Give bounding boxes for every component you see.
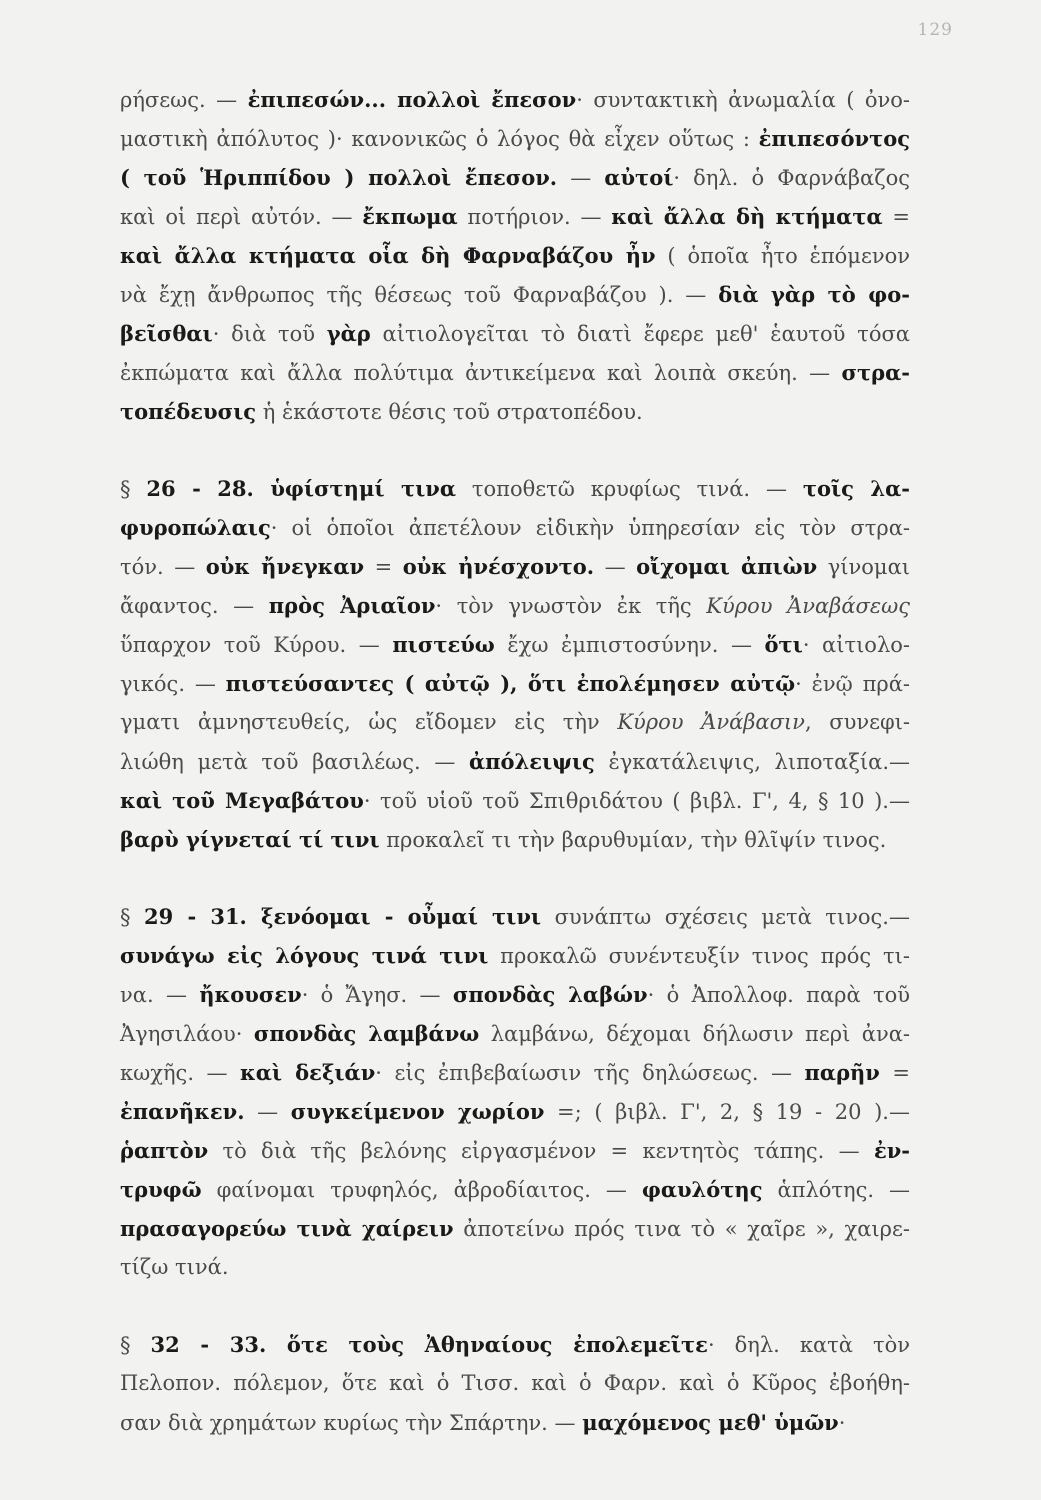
lemma-text: πιστεύσαντες ( αὐτῷ ), ὅτι ἐπολέμησεν αὐτῷ: [225, 671, 796, 696]
paragraph: [120, 80, 910, 431]
gloss-text: · ἐνῷ πρά-: [795, 672, 910, 696]
lemma-text: φυροπώλαις: [120, 515, 271, 540]
gloss-text: γικός. —: [120, 672, 226, 696]
lemma-text: ( τοῦ Ἡριππίδου ) πολλοὶ ἔπεσον.: [120, 165, 558, 190]
italic-title: Κύρου Ἀναβάσεως: [706, 594, 910, 618]
gloss-text: νὰ ἔχῃ ἄνθρωπος τῆς θέσεως τοῦ Φαρναβάζου ). —: [120, 283, 719, 307]
gloss-text: §: [120, 905, 145, 929]
gloss-text: · διὰ τοῦ: [212, 322, 327, 346]
lemma-text: 29 - 31. ξενόομαι - οὖμαί τινι: [144, 904, 542, 929]
lemma-text: σπονδὰς λαμβάνω: [253, 1021, 480, 1046]
text-line: [120, 547, 910, 586]
text-line: [120, 353, 910, 392]
lemma-text: αὐτοί: [604, 165, 674, 190]
text-line: [120, 275, 910, 314]
text-line: [120, 936, 910, 975]
lemma-text: ἐπιπεσόντος: [758, 126, 910, 151]
gloss-text: αἰτιολογεῖται τὸ διατὶ ἔφερε μεθ' ἑαυτοῦ τόσα: [370, 322, 910, 346]
gloss-text: τίζω τινά.: [120, 1255, 229, 1279]
text-line: [120, 236, 910, 275]
lemma-text: ὅτι: [764, 632, 803, 657]
gloss-text: · αἰτιολο-: [802, 633, 911, 657]
gloss-text: · δηλ. κατὰ τὸν: [707, 1333, 910, 1357]
gloss-text: λαμβάνω, δέχομαι δήλωσιν περὶ ἀνα-: [479, 1022, 910, 1046]
text-line: [120, 742, 910, 781]
paragraph: [120, 469, 910, 859]
gloss-text: τὸ διὰ τῆς βελόνης εἰργασμένον = κεντητὸς τάπης. —: [208, 1139, 874, 1163]
gloss-text: —: [557, 166, 605, 190]
text-line: [120, 1131, 910, 1170]
lemma-text: ἐν-: [873, 1138, 910, 1163]
text-line: [120, 897, 910, 936]
gloss-text: ·: [838, 1411, 846, 1435]
text-line: [120, 197, 910, 236]
lemma-text: γὰρ: [326, 321, 371, 346]
gloss-text: §: [120, 477, 147, 501]
gloss-text: ἡ ἑκάστοτε θέσις τοῦ στρατοπέδου.: [256, 400, 643, 424]
gloss-text: Πελοπον. πόλεμον, ὅτε καὶ ὁ Τισσ. καὶ ὁ Φαρν. καὶ ὁ Κῦρος ἐβοήθη-: [120, 1371, 910, 1395]
gloss-text: τόν. —: [120, 555, 206, 579]
lemma-text: σπονδὰς λαβών: [452, 982, 648, 1007]
commentary-text: [120, 80, 910, 1442]
lemma-text: ἐπανῆκεν.: [120, 1099, 245, 1124]
gloss-text: να. —: [120, 983, 200, 1007]
text-line: [120, 119, 910, 158]
gloss-text: ( ὁποῖα ἦτο ἑπόμενον: [655, 244, 911, 268]
gloss-text: =: [364, 555, 403, 579]
gloss-text: ἐκπώματα καὶ ἄλλα πολύτιμα ἀντικείμενα καὶ λοιπὰ σκεύη. —: [120, 361, 842, 385]
gloss-text: · εἰς ἐπιβεβαίωσιν τῆς δηλώσεως. —: [375, 1061, 805, 1085]
gloss-text: , συνεφι-: [804, 710, 911, 734]
lemma-text: ῥαπτὸν: [120, 1138, 209, 1163]
text-line: [120, 1014, 910, 1053]
gloss-text: ἄφαντος. —: [120, 594, 269, 618]
lemma-text: συγκείμενον χωρίον: [290, 1099, 545, 1124]
gloss-text: ἁπλότης. —: [762, 1178, 910, 1202]
lemma-text: τρυφῶ: [120, 1177, 202, 1202]
gloss-text: =; ( βιβλ. Γ', 2, § 19 - 20 ).—: [544, 1100, 910, 1124]
lemma-text: ἐπιπεσών... πολλοὶ ἔπεσον: [247, 87, 577, 112]
gloss-text: συνάπτω σχέσεις μετὰ τινος.—: [541, 905, 910, 929]
lemma-text: παρῆν: [804, 1060, 880, 1085]
gloss-text: —: [594, 555, 637, 579]
text-line: [120, 80, 910, 119]
gloss-text: ἔχω ἐμπιστοσύνην. —: [494, 633, 765, 657]
gloss-text: ποτήριον. —: [457, 205, 612, 229]
gloss-text: ἐγκατάλειψις, λιποταξία.—: [594, 750, 911, 774]
text-line: [120, 1403, 910, 1442]
paragraph-gap: [120, 1287, 910, 1325]
gloss-text: γίνομαι: [817, 555, 910, 579]
gloss-text: ρήσεως. —: [120, 88, 248, 112]
lemma-text: πιστεύω: [392, 632, 495, 657]
gloss-text: —: [244, 1100, 291, 1124]
text-line: [120, 1364, 910, 1403]
gloss-text: §: [120, 1333, 151, 1357]
gloss-text: · ὁ Ἀπολλοφ. παρὰ τοῦ: [647, 983, 911, 1007]
text-line: [120, 820, 910, 859]
gloss-text: λιώθη μετὰ τοῦ βασιλέως. —: [120, 750, 469, 774]
gloss-text: προκαλεῖ τι τὴν βαρυθυμίαν, τὴν θλῖψίν τινος.: [379, 828, 887, 852]
lemma-text: καὶ τοῦ Μεγαβάτου: [120, 788, 364, 813]
italic-title: Κύρου Ἀνάβασιν: [617, 710, 805, 734]
page-number: 129: [917, 20, 953, 40]
gloss-text: · τοῦ υἱοῦ τοῦ Σπιθριδάτου ( βιβλ. Γ', 4, § 10 ).—: [363, 789, 910, 813]
text-line: [120, 1209, 910, 1248]
text-line: [120, 1170, 910, 1209]
lemma-text: στρα-: [841, 360, 910, 385]
lemma-text: μαχόμενος μεθ' ὑμῶν: [582, 1410, 839, 1435]
text-line: [120, 1248, 910, 1287]
text-line: [120, 703, 910, 742]
gloss-text: · δηλ. ὁ Φαρνάβαζος: [673, 166, 910, 190]
text-line: [120, 781, 910, 820]
text-line: [120, 508, 910, 547]
paragraph-gap: [120, 859, 910, 897]
gloss-text: =: [879, 1061, 910, 1085]
text-line: [120, 1053, 910, 1092]
text-line: [120, 469, 910, 508]
text-line: [120, 664, 910, 703]
gloss-text: · οἱ ὁποῖοι ἀπετέλουν εἰδικὴν ὑπηρεσίαν εἰς τὸν στρα-: [270, 516, 910, 540]
lemma-text: συνάγω εἰς λόγους τινά τινι: [120, 943, 489, 968]
gloss-text: · τὸν γνωστὸν ἐκ τῆς: [435, 594, 707, 618]
text-line: [120, 392, 910, 431]
text-line: [120, 314, 910, 353]
lemma-text: τοῖς λα-: [802, 476, 911, 501]
gloss-text: σαν διὰ χρημάτων κυρίως τὴν Σπάρτην. —: [120, 1411, 583, 1435]
lemma-text: καὶ ἄλλα δὴ κτήματα: [611, 204, 883, 229]
text-line: [120, 586, 910, 625]
gloss-text: ἀποτείνω πρός τινα τὸ « χαῖρε », χαιρε-: [453, 1217, 910, 1241]
gloss-text: · ὁ Ἄγησ. —: [301, 983, 453, 1007]
lemma-text: οἴχομαι ἀπιὼν: [636, 554, 818, 579]
gloss-text: φαίνομαι τρυφηλός, ἀβροδίαιτος. —: [201, 1178, 642, 1202]
lemma-text: ἔκπωμα: [362, 204, 458, 229]
gloss-text: Ἀγησιλάου·: [120, 1022, 254, 1046]
gloss-text: μαστικὴ ἀπόλυτος )· κανονικῶς ὁ λόγος θὰ εἶχεν οὕτως :: [120, 127, 759, 151]
lemma-text: πρασαγορεύω τινὰ χαίρειν: [120, 1216, 454, 1241]
lemma-text: διὰ γὰρ τὸ φο-: [718, 282, 910, 307]
lemma-text: ἤκουσεν: [199, 982, 302, 1007]
text-line: [120, 625, 910, 664]
text-line: [120, 158, 910, 197]
lemma-text: βεῖσθαι: [120, 321, 213, 346]
lemma-text: 32 - 33. ὅτε τοὺς Ἀθηναίους ἐπολεμεῖτε: [150, 1332, 708, 1357]
text-line: [120, 975, 910, 1014]
paragraph: [120, 897, 910, 1287]
lemma-text: πρὸς Ἀριαῖον: [268, 593, 436, 618]
text-line: [120, 1325, 910, 1364]
gloss-text: προκαλῶ συνέντευξίν τινος πρός τι-: [488, 944, 910, 968]
lemma-text: βαρὺ γίγνεταί τί τινι: [120, 827, 380, 852]
lemma-text: φαυλότης: [641, 1177, 763, 1202]
lemma-text: καὶ δεξιάν: [239, 1060, 376, 1085]
gloss-text: καὶ οἱ περὶ αὐτόν. —: [120, 205, 363, 229]
lemma-text: ἀπόλειψις: [468, 749, 595, 774]
paragraph: [120, 1325, 910, 1442]
lemma-text: τοπέδευσις: [120, 399, 257, 424]
gloss-text: · συντακτικὴ ἀνωμαλία ( ὀνο-: [576, 88, 910, 112]
text-line: [120, 1092, 910, 1131]
lemma-text: οὐκ ἠνέσχοντο.: [402, 554, 595, 579]
gloss-text: ὕπαρχον τοῦ Κύρου. —: [120, 633, 393, 657]
lemma-text: οὐκ ἤνεγκαν: [205, 554, 365, 579]
lemma-text: καὶ ἄλλα κτήματα οἷα δὴ Φαρναβάζου ἦν: [120, 243, 656, 268]
gloss-text: τοποθετῶ κρυφίως τινά. —: [456, 477, 803, 501]
paragraph-gap: [120, 431, 910, 469]
gloss-text: γματι ἀμνηστευθείς, ὡς εἴδομεν εἰς τὴν: [120, 710, 618, 734]
lemma-text: 26 - 28. ὑφίστημί τινα: [146, 476, 457, 501]
gloss-text: κωχῆς. —: [120, 1061, 240, 1085]
gloss-text: =: [882, 205, 910, 229]
